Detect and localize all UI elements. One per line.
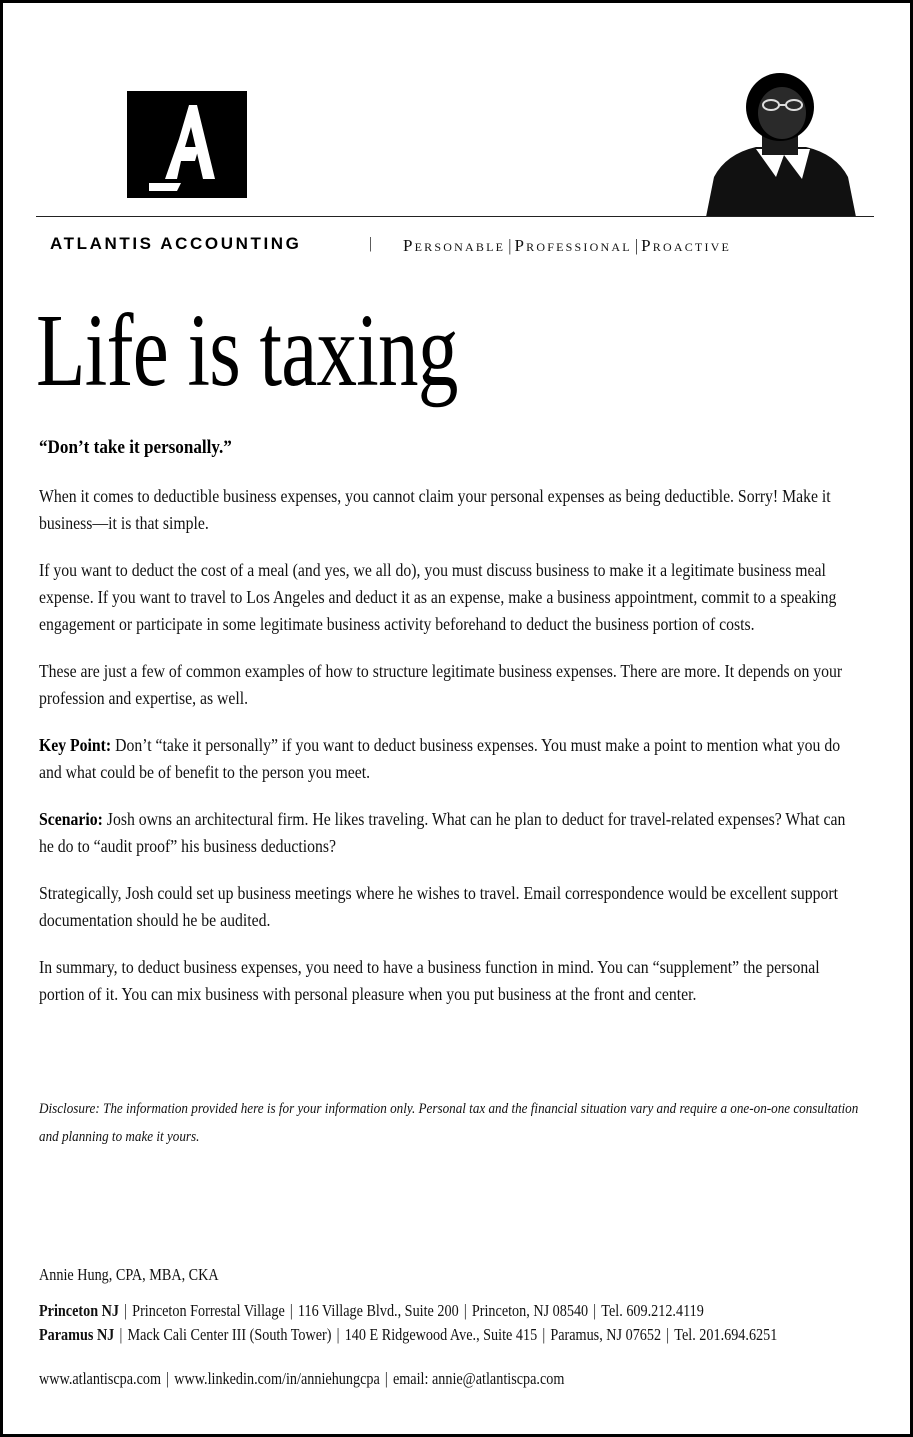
- office-citystate: Princeton, NJ 08540: [471, 1301, 589, 1320]
- article-body: [39, 483, 858, 1028]
- tagline: [403, 236, 731, 256]
- office-street: 140 E Ridgewood Ave., Suite 415: [344, 1325, 538, 1344]
- author-name: Annie Hung, CPA, MBA, CKA: [39, 1265, 219, 1284]
- linkedin-link[interactable]: www.linkedin.com/in/anniehungcpa: [174, 1369, 380, 1388]
- tagline-proactive: Proactive: [641, 236, 732, 255]
- separator: |: [124, 1301, 128, 1320]
- separator: |: [289, 1301, 293, 1320]
- paragraph-scenario: [39, 806, 858, 860]
- disclosure: Disclosure: The information provided here is for your information only. Personal tax and the financial situation vary and require a one-on-one consultation and planning to make it yours.: [39, 1101, 859, 1145]
- key-point-label: Key Point:: [39, 735, 112, 755]
- office-street: 116 Village Blvd., Suite 200: [297, 1301, 459, 1320]
- office-city: Paramus NJ: [39, 1325, 115, 1344]
- separator: |: [166, 1369, 170, 1388]
- tagline-personable: Personable: [403, 236, 506, 255]
- brand-separator: |: [369, 235, 373, 252]
- paragraph-strategy: Strategically, Josh could set up business meetings where he wishes to travel. Email correspondence would be excellent support documentation should he be audited.: [39, 883, 838, 930]
- separator: |: [593, 1301, 597, 1320]
- separator: |: [336, 1325, 340, 1344]
- email-link[interactable]: email: annie@atlantiscpa.com: [392, 1369, 565, 1388]
- brand-name: ATLANTIS ACCOUNTING: [50, 234, 302, 253]
- paragraph-examples: These are just a few of common examples of how to structure legitimate business expenses. There are more. It depends on your profession and expertise, as well.: [39, 661, 843, 708]
- tagline-professional: Professional: [514, 236, 632, 255]
- paragraph-key-point: [39, 732, 858, 786]
- key-point-text: Don’t “take it personally” if you want to deduct business expenses. You must make a point to mention what you do and what could be of benefit to the person you meet.: [39, 735, 841, 782]
- separator: |: [119, 1325, 123, 1344]
- paragraph-summary: In summary, to deduct business expenses, you need to have a business function in mind. You can “supplement” the personal portion of it. You can mix business with personal pleasure when you put business at the front and center.: [39, 957, 820, 1004]
- tagline-separator: |: [634, 236, 639, 255]
- separator: |: [384, 1369, 388, 1388]
- separator: |: [463, 1301, 467, 1320]
- separator: |: [666, 1325, 670, 1344]
- contact-footer: [39, 1265, 839, 1391]
- separator: |: [542, 1325, 546, 1344]
- atlantis-logo-icon: [127, 91, 247, 198]
- office-phone: Tel. 609.212.4119: [601, 1301, 704, 1320]
- portrait-photo: [706, 59, 856, 217]
- office-princeton: [39, 1299, 839, 1323]
- contact-links: [39, 1367, 839, 1391]
- office-phone: Tel. 201.694.6251: [674, 1325, 778, 1344]
- office-building: Mack Cali Center III (South Tower): [127, 1325, 332, 1344]
- paragraph-meal: If you want to deduct the cost of a meal (and yes, we all do), you must discuss business to make it a legitimate business meal expense. If you want to travel to Los Angeles and deduct it as an expense, make a business appointment, commit to a speaking engagement or participate in some legitimate business activity beforehand to deduct the business portion of costs.: [39, 560, 837, 634]
- subheading: “Don’t take it personally.”: [39, 437, 232, 458]
- office-paramus: [39, 1323, 839, 1347]
- office-city: Princeton NJ: [39, 1301, 120, 1320]
- website-link[interactable]: www.atlantiscpa.com: [39, 1369, 162, 1388]
- scenario-label: Scenario:: [39, 809, 103, 829]
- scenario-text: Josh owns an architectural firm. He likes traveling. What can he plan to deduct for travel-related expenses? What can he do to “audit proof” his business deductions?: [39, 809, 846, 856]
- tagline-separator: |: [508, 236, 512, 255]
- office-building: Princeton Forrestal Village: [132, 1301, 285, 1320]
- paragraph-intro: When it comes to deductible business expenses, you cannot claim your personal expenses as being deductible. Sorry! Make it business—it is that simple.: [39, 486, 831, 533]
- header-divider: [36, 216, 874, 217]
- office-citystate: Paramus, NJ 07652: [550, 1325, 662, 1344]
- page-title: Life is taxing: [36, 293, 458, 408]
